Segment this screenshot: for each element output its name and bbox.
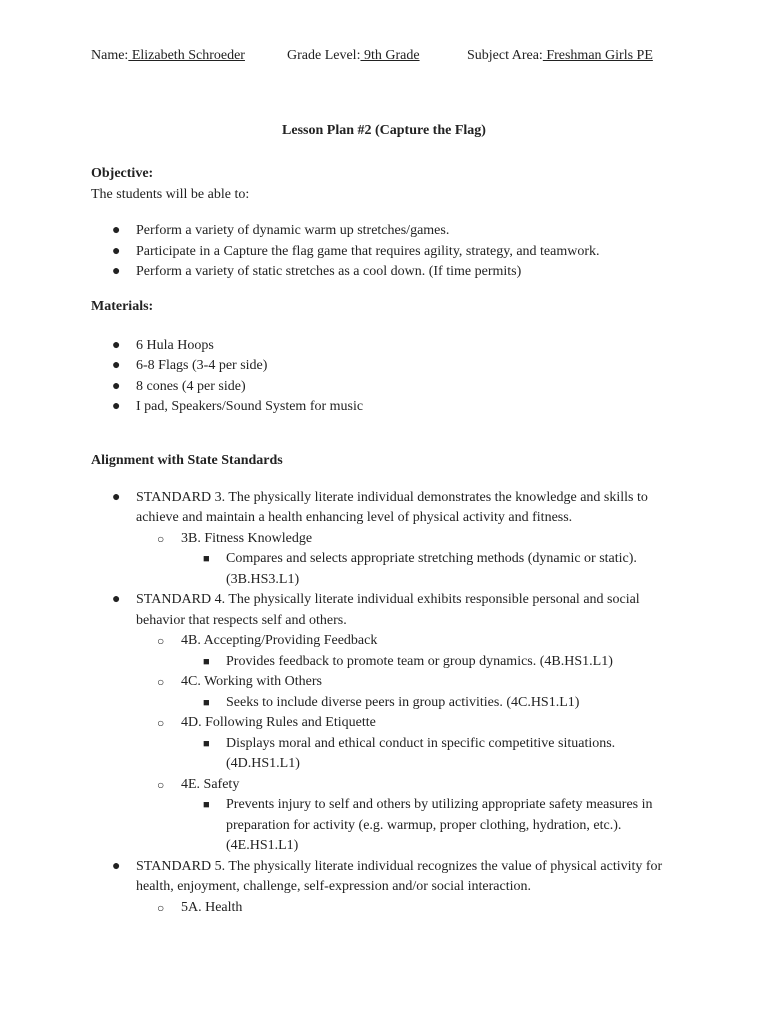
standards-heading: Alignment with State Standards [91,453,283,468]
square-bullet-icon: ■ [203,696,210,709]
bullet-icon: ● [112,243,121,259]
circle-bullet-icon: ○ [157,634,165,648]
materials-heading: Materials: [91,299,154,314]
bullet-icon: ● [112,378,121,394]
objective-list [91,221,691,283]
bullet-icon: ● [112,223,121,238]
standard-5a: ○ 5A. Health [136,898,691,919]
standard-3b: ○ 3B. Fitness Knowledge ■ Compares and selects appropriate stretching methods (dynamic or static). (3B.HS3.L1) [136,529,691,591]
bullet-icon: ● [112,399,121,414]
subject-value: Freshman Girls PE [542,48,653,63]
square-bullet-icon: ■ [203,799,210,811]
standard-4d: ○ 4D. Following Rules and Etiquette ■ Displays moral and ethical conduct in specific competitive situations. (4D.HS1.L1) [136,713,691,775]
square-bullet-icon: ■ [203,655,210,668]
subject-field [467,48,653,64]
objective-heading: Objective: [91,166,154,181]
list-item: ● 8 cones (4 per side) [91,377,691,398]
page-title: Lesson Plan #2 (Capture the Flag) [282,123,486,138]
standard-4e: ○ 4E. Safety ■ Prevents injury to self and others by utilizing appropriate safety measures in preparation for activity (e.g. warmup, proper clothing, hydration, etc.). (4E.HS1.L1) [136,775,691,857]
standards-section [91,451,691,918]
standard-3: ● STANDARD 3. The physically literate individual demonstrates the knowledge and skills to achieve and maintain a health enhancing level of physical activity and fitness. ○ 3B. Fitness Knowledge ■ Compares and selects appropriate stretching methods (dynamic or static). (3B.HS3.L1) [91,488,691,591]
standard-5: ● STANDARD 5. The physically literate individual recognizes the value of physical activity for health, enjoyment, challenge, self-expression and/or social interaction. ○ 5A. Health [91,857,691,919]
square-bullet-icon: ■ [203,737,210,750]
subject-label: Subject Area: [467,48,543,63]
list-item: ● Participate in a Capture the flag game that requires agility, strategy, and teamwork. [91,242,691,263]
grade-label: Grade Level: [287,48,361,63]
grade-value: 9th Grade [360,48,420,63]
circle-bullet-icon: ○ [157,900,165,915]
materials-section [91,297,691,418]
list-item: ● Perform a variety of static stretches as a cool down. (If time permits) [91,262,691,283]
bullet-icon: ● [112,858,121,874]
circle-bullet-icon: ○ [157,531,165,546]
objective-intro: The students will be able to: [91,186,250,202]
circle-bullet-icon: ○ [157,777,165,792]
name-field [91,48,245,64]
list-item: ■ Provides feedback to promote team or group dynamics. (4B.HS1.L1) [181,652,691,673]
list-item: ■ Seeks to include diverse peers in group activities. (4C.HS1.L1) [181,693,691,714]
bullet-icon: ● [112,337,121,353]
materials-list [91,336,691,418]
standard-4b: ○ 4B. Accepting/Providing Feedback ■ Provides feedback to promote team or group dynamics. (4B.HS1.L1) [136,631,691,672]
grade-field [287,48,420,64]
bullet-icon: ● [112,264,121,279]
list-item: ■ Prevents injury to self and others by utilizing appropriate safety measures in preparation for activity (e.g. warmup, proper clothing, hydration, etc.). (4E.HS1.L1) [203,797,653,853]
list-item: ● I pad, Speakers/Sound System for music [91,397,691,418]
list-item: ● 6 Hula Hoops [91,336,691,357]
list-item: ● Perform a variety of dynamic warm up stretches/games. [91,221,691,242]
circle-bullet-icon: ○ [157,716,165,730]
list-item: ■ Compares and selects appropriate stretching methods (dynamic or static). (3B.HS3.L1) [203,551,637,587]
standards-list [91,488,691,919]
list-item: ● 6-8 Flags (3-4 per side) [91,356,691,377]
standard-4c: ○ 4C. Working with Others ■ Seeks to include diverse peers in group activities. (4C.HS1.L1) [136,672,691,713]
objective-section [91,164,691,283]
name-label: Name: [91,48,129,63]
list-item: ■ Displays moral and ethical conduct in specific competitive situations. (4D.HS1.L1) [203,735,616,771]
bullet-icon: ● [112,592,121,607]
bullet-icon: ● [112,489,121,505]
name-value: Elizabeth Schroeder [128,48,245,63]
standard-4: ● STANDARD 4. The physically literate individual exhibits responsible personal and social behavior that respects self and others. ○ 4B. Accepting/Providing Feedback ■ Provides feedback to promote team or group dynamics. (4B.HS1.L1) ○ 4C. Working with Others ■ Seeks to include diverse peers in group activities. (4C.HS1.L1) ○ 4D. Following Rules and Etiquette ■ Displays moral and ethical conduct in specific competitive situations. (4D.HS1.L1) ○ 4E. Safety ■ Prevents injury to self and others by utilizing appropriate safety measures in preparation for activity (e.g. warmup, proper clothing, hydration, etc.). (4E.HS1.L1) [91,590,691,857]
bullet-icon: ● [112,358,121,373]
square-bullet-icon: ■ [203,553,210,565]
circle-bullet-icon: ○ [157,675,165,689]
